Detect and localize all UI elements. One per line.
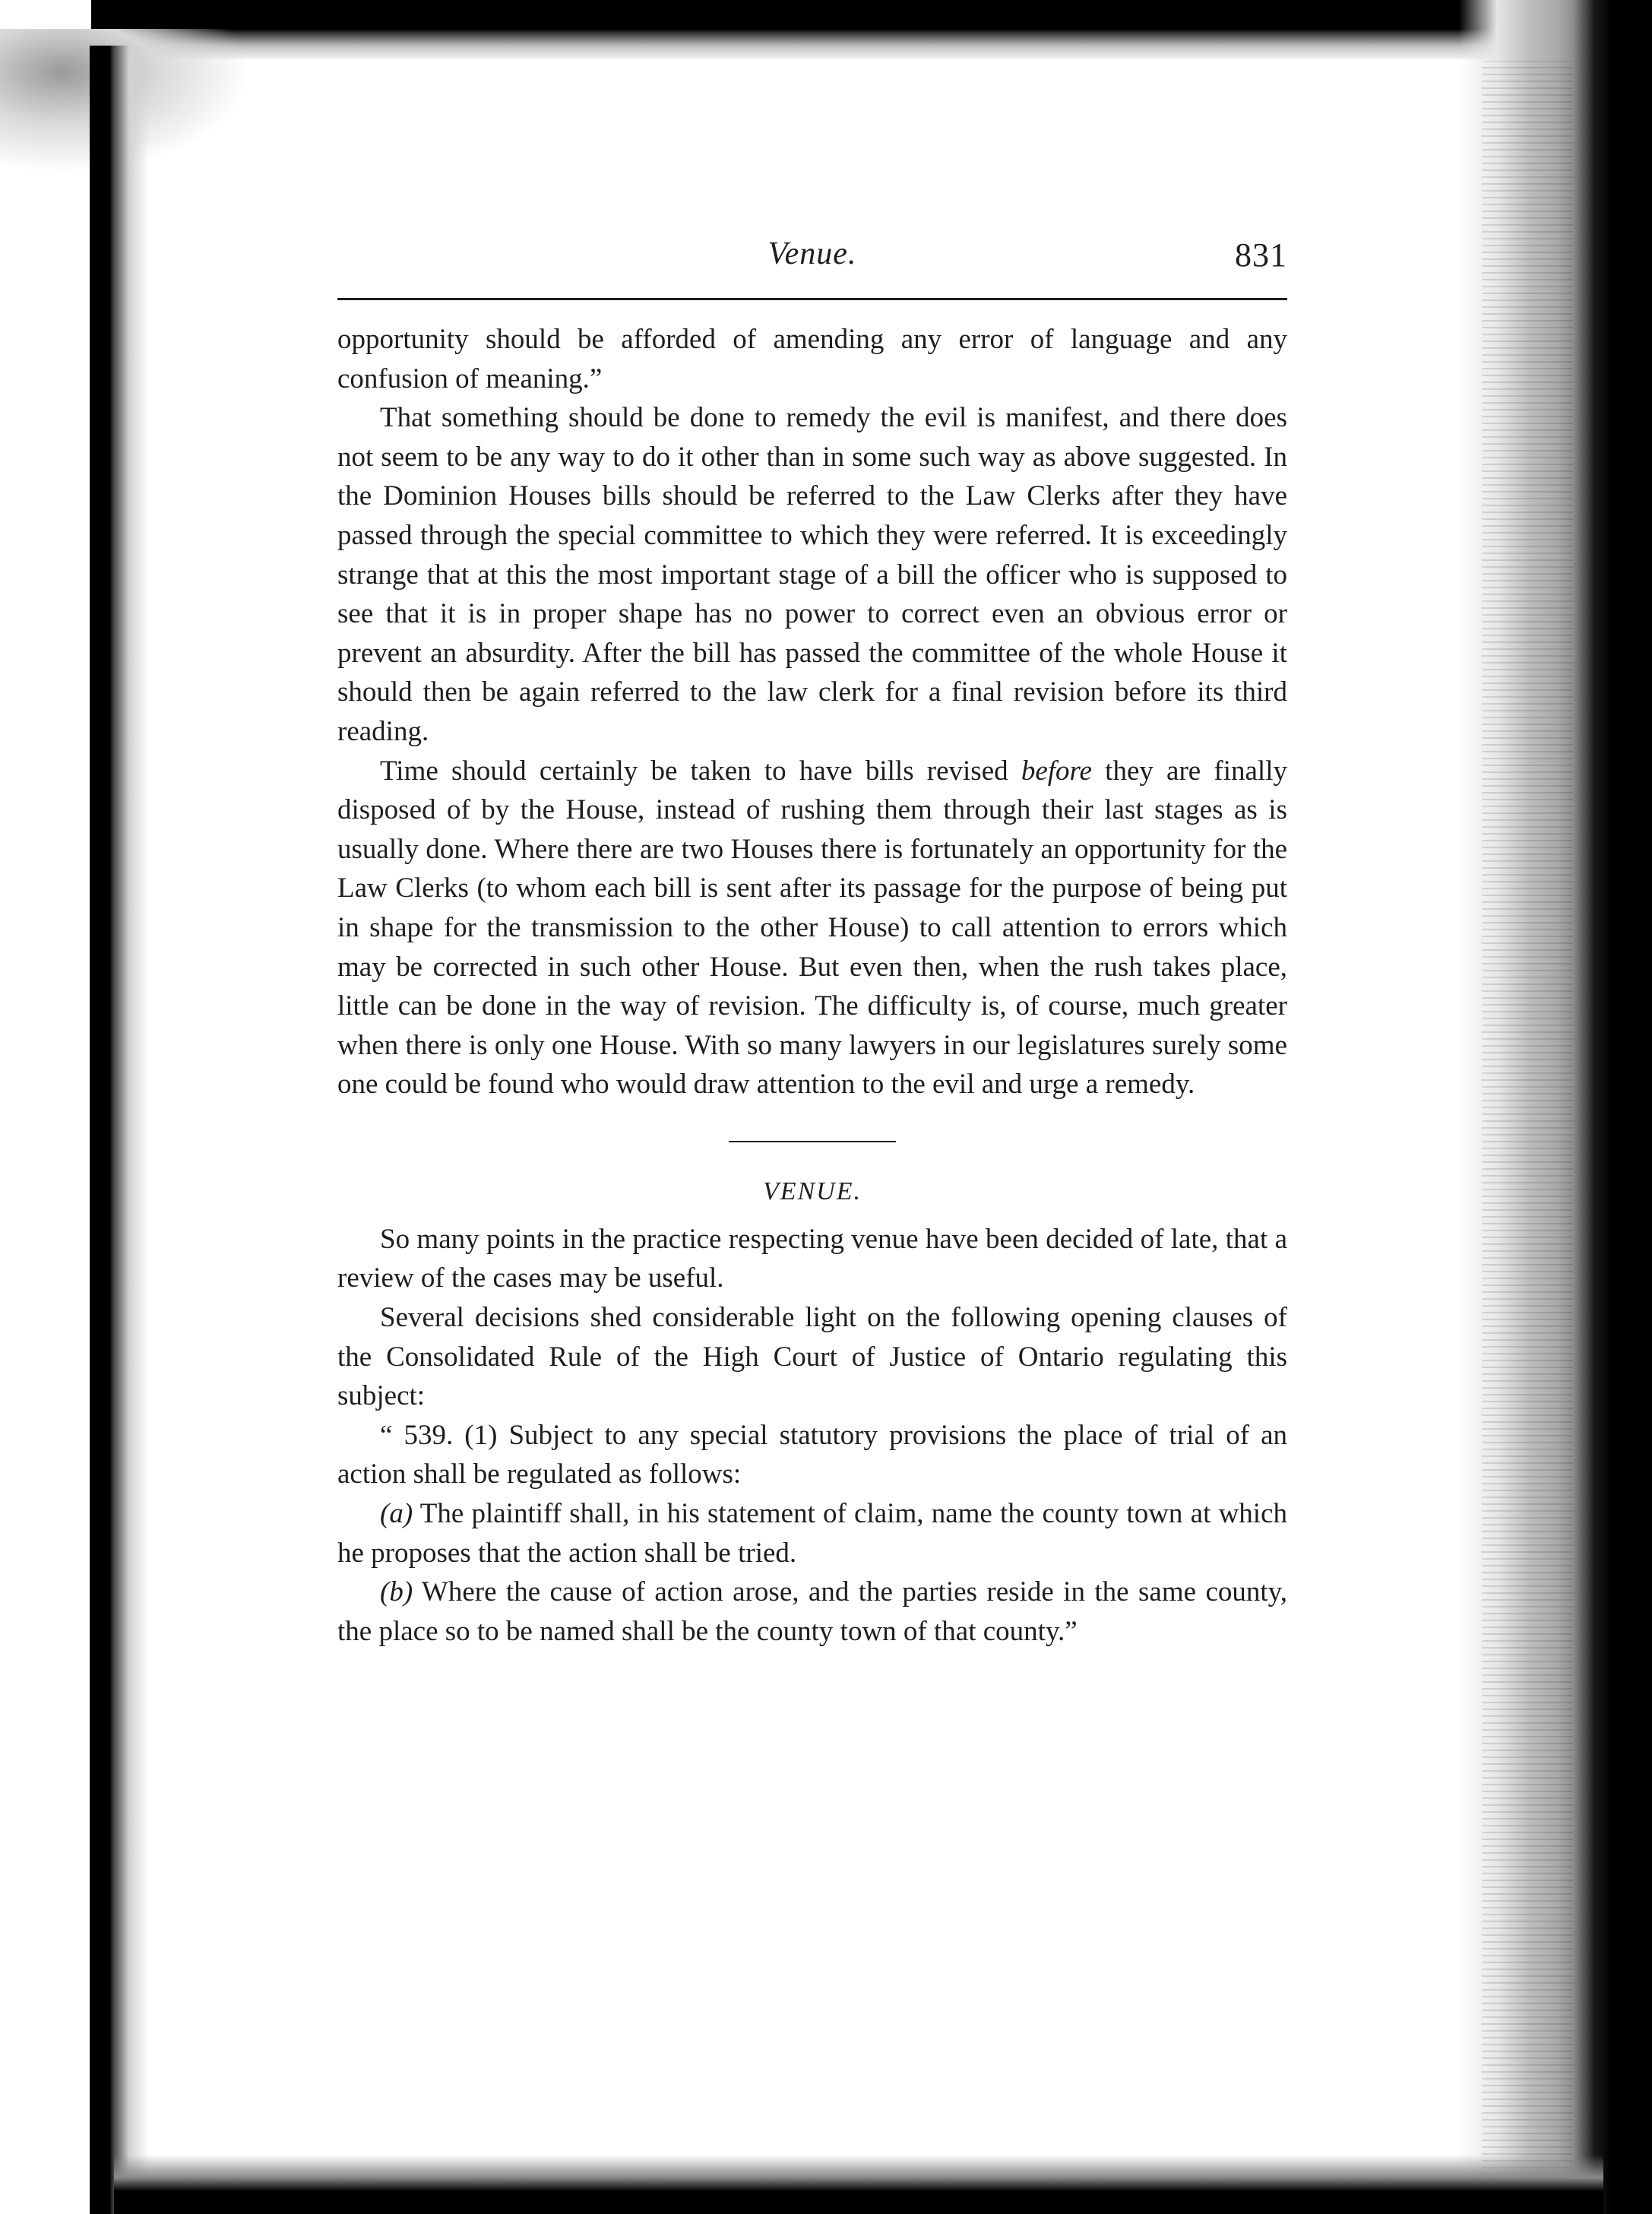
scan-edge-top (91, 0, 1558, 59)
clause-text: The plaintiff shall, in his statement of claim, name the county town at which he proposes that the action shall be tried. (337, 1498, 1287, 1569)
clause-label: (a) (380, 1498, 413, 1530)
running-head (337, 236, 1287, 298)
paragraph-text: Time should certainly be taken to have bills revised (380, 755, 1021, 787)
paragraph: Several decisions shed considerable light on the following opening clauses of the Consolidated Rule of the High Court of Justice of Ontario regulating this subject: (337, 1302, 1287, 1412)
body-text (337, 320, 1287, 1651)
section-divider (729, 1141, 896, 1142)
rule-clause-a (337, 1494, 1287, 1573)
paragraph: opportunity should be afforded of amending any error of language and any confusion of meaning.” (337, 324, 1287, 394)
emphasis: before (1021, 755, 1092, 787)
rule-clause-b (337, 1573, 1287, 1651)
section-heading: VENUE. (762, 1177, 862, 1205)
header-rule (337, 298, 1287, 300)
book-page (337, 236, 1287, 1651)
scan-edge-right-texture (1482, 61, 1573, 2189)
running-title: Venue. (767, 236, 857, 271)
paragraph: That something should be done to remedy the evil is manifest, and there does not seem to be any way to do it other than in some such way as above suggested. In the Dominion Houses bills should be referred to the Law Clerks after they have passed through the special committee to which they were referred. It is exceedingly strange that at this the most important stage of a bill the officer who is supposed to see that it is in proper shape has no power to correct even an obvious error or prevent an absurdity. After the bill has passed the committee of the whole House it should then be again referred to the law clerk for a final revision before its third reading. (337, 402, 1287, 747)
paragraph (337, 752, 1287, 1104)
scan-edge-bottom (114, 2155, 1603, 2214)
paragraph-text: they are finally disposed of by the House, instead of rushing them through their last stages as is usually done. Where there are two Houses there is fortunately an opportunity for the Law Clerks (to whom each bill is sent after its passage for the purpose of being put in shape for the transmission to the other House) to call attention to errors which may be corrected in such other House. But even then, when the rush takes place, little can be done in the way of revision. The difficulty is, of course, much greater when there is only one House. With so many lawyers in our legislatures surely some one could be found who would draw attention to the evil and urge a remedy. (337, 755, 1287, 1101)
scan-edge-left (90, 46, 149, 2214)
paragraph: So many points in the practice respecting venue have been decided of late, that a review of the cases may be useful. (337, 1223, 1287, 1294)
clause-text: Where the cause of action arose, and the parties reside in the same county, the place so to be named shall be the county town of that county.” (337, 1576, 1287, 1647)
page-number: 831 (1235, 236, 1287, 274)
rule-quote: “ 539. (1) Subject to any special statutory provisions the place of trial of an action shall be regulated as follows: (337, 1419, 1287, 1490)
clause-label: (b) (380, 1576, 413, 1608)
